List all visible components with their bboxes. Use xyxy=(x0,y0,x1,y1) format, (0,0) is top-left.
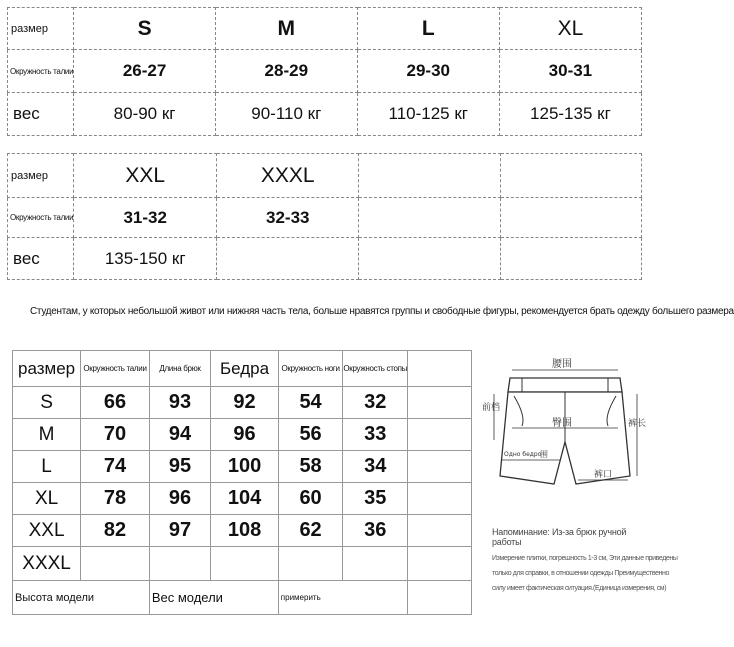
empty-cell xyxy=(408,483,472,515)
disclaimer-title: Напоминание: Из-за брюк ручной работы xyxy=(492,527,627,547)
weight-row xyxy=(8,238,642,280)
empty-cell xyxy=(408,351,472,387)
row-value: 66 xyxy=(81,387,150,419)
model-weight-label: Вес модели xyxy=(149,581,278,615)
header-row xyxy=(8,8,642,50)
disclaimer-line: только для справки, в отношении одежды Преимущественно xyxy=(492,570,669,577)
empty-cell xyxy=(359,198,500,238)
size-xl: XL xyxy=(499,8,641,50)
row-value xyxy=(278,547,343,581)
row-value: 60 xyxy=(278,483,343,515)
row-value: 70 xyxy=(81,419,150,451)
waist-xxxl: 32-33 xyxy=(217,198,359,238)
header-hips: Бедра xyxy=(211,351,279,387)
row-value: 108 xyxy=(211,515,279,547)
waist-row xyxy=(8,198,642,238)
empty-cell xyxy=(408,515,472,547)
size-m: M xyxy=(215,8,357,50)
row-value: 94 xyxy=(149,419,210,451)
weight-l: 110-125 кг xyxy=(357,93,499,136)
empty-cell xyxy=(359,154,500,198)
row-size: L xyxy=(13,451,81,483)
waistband-label: 腰围 xyxy=(552,359,572,370)
row-size: M xyxy=(13,419,81,451)
row-value: 93 xyxy=(149,387,210,419)
row-value: 95 xyxy=(149,451,210,483)
header-row xyxy=(8,154,642,198)
weight-m: 90-110 кг xyxy=(215,93,357,136)
footer-row xyxy=(13,581,472,615)
row-size: XXL xyxy=(13,515,81,547)
weight-xxl: 135-150 кг xyxy=(74,238,217,280)
empty-cell xyxy=(217,238,359,280)
shorts-measurement-diagram xyxy=(482,356,647,501)
row-value: 104 xyxy=(211,483,279,515)
waist-m: 28-29 xyxy=(215,50,357,93)
row-value: 82 xyxy=(81,515,150,547)
row-size: XXXL xyxy=(13,547,81,581)
hem-label: 裤口 xyxy=(594,470,613,480)
disclaimer-line: силу имеет фактическая ситуация.(Единица измерения, см) xyxy=(492,585,667,592)
weight-label: вес xyxy=(8,93,74,136)
row-value xyxy=(211,547,279,581)
row-value: 78 xyxy=(81,483,150,515)
row-value: 54 xyxy=(278,387,343,419)
row-value: 96 xyxy=(149,483,210,515)
table-row xyxy=(13,483,472,515)
size-s: S xyxy=(74,8,216,50)
row-value: 35 xyxy=(343,483,408,515)
table-row xyxy=(13,419,472,451)
recommendation-note: Студентам, у которых небольшой живот или нижняя часть тела, больше нравятся группы и свободные фигуры, рекомендуется брать одежду большего размера xyxy=(30,306,734,317)
row-value: 74 xyxy=(81,451,150,483)
empty-cell xyxy=(359,238,500,280)
row-value xyxy=(81,547,150,581)
waist-label: Окружность талии xyxy=(8,198,74,238)
empty-cell xyxy=(408,581,472,615)
size-table-middle xyxy=(7,153,642,280)
row-value: 34 xyxy=(343,451,408,483)
row-size: S xyxy=(13,387,81,419)
row-value xyxy=(149,547,210,581)
empty-cell xyxy=(408,547,472,581)
fit-label: примерить xyxy=(278,581,407,615)
table-row xyxy=(13,515,472,547)
model-height-label: Высота модели xyxy=(13,581,150,615)
row-value: 92 xyxy=(211,387,279,419)
disclaimer-note xyxy=(492,527,678,596)
size-label: размер xyxy=(8,154,74,198)
length-label: 裤长 xyxy=(628,419,647,429)
row-value: 62 xyxy=(278,515,343,547)
waist-xxl: 31-32 xyxy=(74,198,217,238)
row-value: 97 xyxy=(149,515,210,547)
weight-label: вес xyxy=(8,238,74,280)
measurement-table xyxy=(12,350,472,615)
empty-cell xyxy=(408,387,472,419)
size-label: размер xyxy=(8,8,74,50)
row-value: 36 xyxy=(343,515,408,547)
waist-s: 26-27 xyxy=(74,50,216,93)
row-value: 33 xyxy=(343,419,408,451)
row-value: 96 xyxy=(211,419,279,451)
row-value: 32 xyxy=(343,387,408,419)
empty-cell xyxy=(500,238,641,280)
hip-label: 臀围 xyxy=(552,418,572,429)
row-value: 56 xyxy=(278,419,343,451)
waist-l: 29-30 xyxy=(357,50,499,93)
header-leg: Окружность ноги xyxy=(278,351,343,387)
waist-row xyxy=(8,50,642,93)
size-xxxl: XXXL xyxy=(217,154,359,198)
header-row xyxy=(13,351,472,387)
empty-cell xyxy=(500,198,641,238)
thigh-label: Одно бедро xyxy=(504,451,542,458)
waist-xl: 30-31 xyxy=(499,50,641,93)
header-waist: Окружность талии xyxy=(81,351,150,387)
disclaimer-line: Измерение плитки, погрешность 1-3 см, Эти данные приведены xyxy=(492,555,678,562)
thigh-cn-label: 围 xyxy=(540,450,548,459)
front-rise-label: 前档 xyxy=(482,403,501,413)
header-size: размер xyxy=(13,351,81,387)
shorts-icon xyxy=(482,356,647,501)
row-value xyxy=(343,547,408,581)
table-row xyxy=(13,387,472,419)
empty-cell xyxy=(408,419,472,451)
row-value: 58 xyxy=(278,451,343,483)
empty-cell xyxy=(500,154,641,198)
weight-xl: 125-135 кг xyxy=(499,93,641,136)
row-value: 100 xyxy=(211,451,279,483)
row-size: XL xyxy=(13,483,81,515)
empty-cell xyxy=(408,451,472,483)
weight-s: 80-90 кг xyxy=(74,93,216,136)
size-xxl: XXL xyxy=(74,154,217,198)
table-row xyxy=(13,547,472,581)
header-length: Длина брюк xyxy=(149,351,210,387)
size-l: L xyxy=(357,8,499,50)
waist-label: Окружность талии xyxy=(8,50,74,93)
header-foot: Окружность стопы xyxy=(343,351,408,387)
weight-row xyxy=(8,93,642,136)
size-table-top xyxy=(7,7,642,136)
table-row xyxy=(13,451,472,483)
